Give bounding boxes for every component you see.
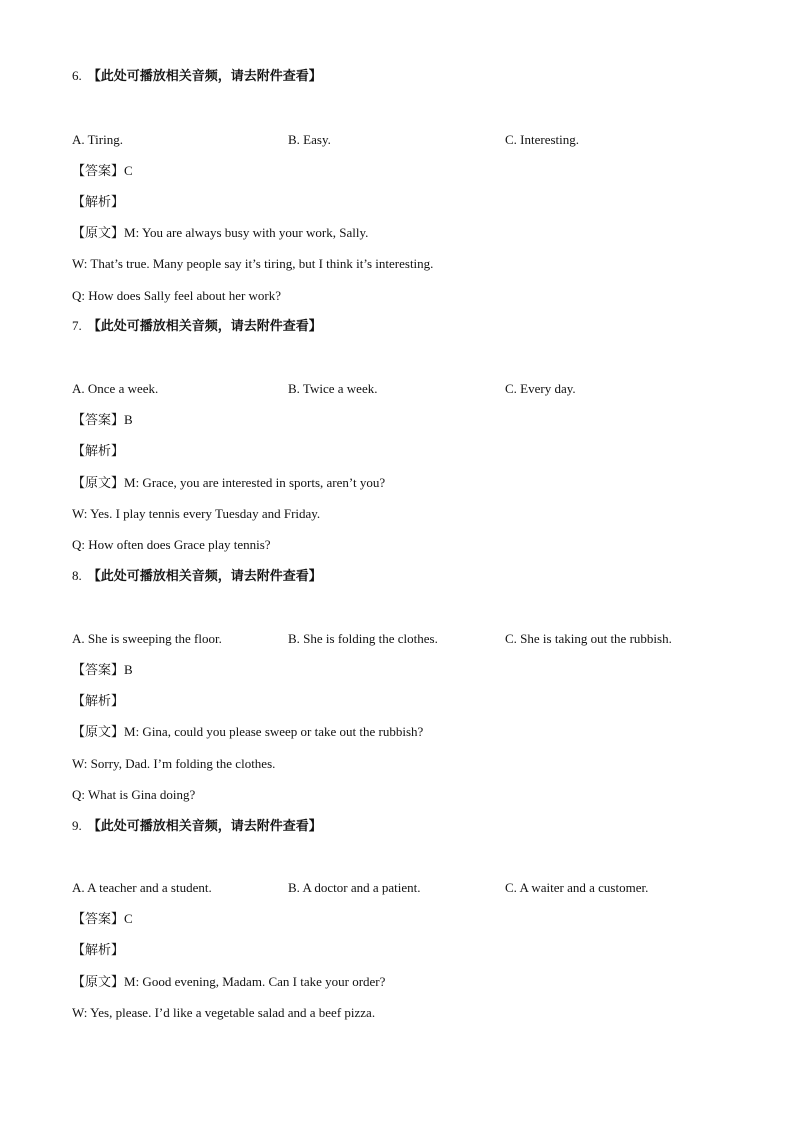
audio-prompt: 【此处可播放相关音频，请去附件查看】 <box>87 69 322 84</box>
analysis-line-6 <box>72 194 124 211</box>
transcript-line-8-1 <box>72 724 423 741</box>
transcript-line-7-1 <box>72 475 385 492</box>
option-b: B. She is folding the clothes. <box>288 631 438 646</box>
transcript-label: 【原文】 <box>72 226 125 241</box>
option-c: C. She is taking out the rubbish. <box>505 631 672 646</box>
option-c: C. Every day. <box>505 381 576 396</box>
option-c: C. A waiter and a customer. <box>505 880 649 895</box>
transcript-line-6-2: W: That’s true. Many people say it’s tiring, but I think it’s interesting. <box>72 256 434 271</box>
question-header-6 <box>72 68 322 85</box>
analysis-line-8 <box>72 693 124 710</box>
answer-label: 【答案】 <box>72 663 125 678</box>
audio-prompt: 【此处可播放相关音频，请去附件查看】 <box>87 569 322 584</box>
transcript-text: M: Good evening, Madam. Can I take your order? <box>124 974 386 989</box>
analysis-label: 【解析】 <box>72 444 125 459</box>
question-number: 6. <box>72 68 82 83</box>
answer-value: C <box>124 911 133 926</box>
answer-label: 【答案】 <box>72 164 125 179</box>
option-a: A. A teacher and a student. <box>72 880 212 895</box>
options-row-7 <box>72 381 732 397</box>
transcript-label: 【原文】 <box>72 975 125 990</box>
transcript-line-7-3: Q: How often does Grace play tennis? <box>72 537 271 552</box>
transcript-text: M: Grace, you are interested in sports, aren’t you? <box>124 475 386 490</box>
answer-label: 【答案】 <box>72 912 125 927</box>
transcript-text: M: Gina, could you please sweep or take out the rubbish? <box>124 724 424 739</box>
transcript-line-9-2: W: Yes, please. I’d like a vegetable salad and a beef pizza. <box>72 1005 376 1020</box>
option-a: A. She is sweeping the floor. <box>72 631 222 646</box>
transcript-label: 【原文】 <box>72 476 125 491</box>
answer-value: B <box>124 412 133 427</box>
transcript-label: 【原文】 <box>72 725 125 740</box>
transcript-line-8-3: Q: What is Gina doing? <box>72 787 196 802</box>
options-row-8 <box>72 631 732 647</box>
option-a: A. Once a week. <box>72 381 159 396</box>
transcript-line-9-1 <box>72 974 385 991</box>
analysis-line-7 <box>72 443 124 460</box>
option-b: B. Easy. <box>288 132 331 147</box>
question-header-8 <box>72 568 322 585</box>
option-c: C. Interesting. <box>505 132 580 147</box>
answer-label: 【答案】 <box>72 413 125 428</box>
option-a: A. Tiring. <box>72 132 123 147</box>
question-header-9 <box>72 818 322 835</box>
transcript-line-6-1 <box>72 225 368 242</box>
question-number: 7. <box>72 318 82 333</box>
question-header-7 <box>72 318 322 335</box>
option-b: B. A doctor and a patient. <box>288 880 421 895</box>
transcript-line-8-2: W: Sorry, Dad. I’m folding the clothes. <box>72 756 276 771</box>
answer-value: C <box>124 163 133 178</box>
analysis-label: 【解析】 <box>72 195 125 210</box>
question-number: 8. <box>72 568 82 583</box>
options-row-9 <box>72 880 732 896</box>
option-b: B. Twice a week. <box>288 381 378 396</box>
answer-line-9 <box>72 911 133 928</box>
transcript-line-7-2: W: Yes. I play tennis every Tuesday and Friday. <box>72 506 321 521</box>
transcript-text: M: You are always busy with your work, Sally. <box>124 225 369 240</box>
question-number: 9. <box>72 818 82 833</box>
answer-value: B <box>124 662 133 677</box>
transcript-line-6-3: Q: How does Sally feel about her work? <box>72 288 282 303</box>
analysis-label: 【解析】 <box>72 943 125 958</box>
analysis-line-9 <box>72 942 124 959</box>
answer-line-8 <box>72 662 133 679</box>
audio-prompt: 【此处可播放相关音频，请去附件查看】 <box>87 819 322 834</box>
analysis-label: 【解析】 <box>72 694 125 709</box>
options-row-6 <box>72 132 732 148</box>
answer-line-7 <box>72 412 133 429</box>
answer-line-6 <box>72 163 133 180</box>
audio-prompt: 【此处可播放相关音频，请去附件查看】 <box>87 319 322 334</box>
